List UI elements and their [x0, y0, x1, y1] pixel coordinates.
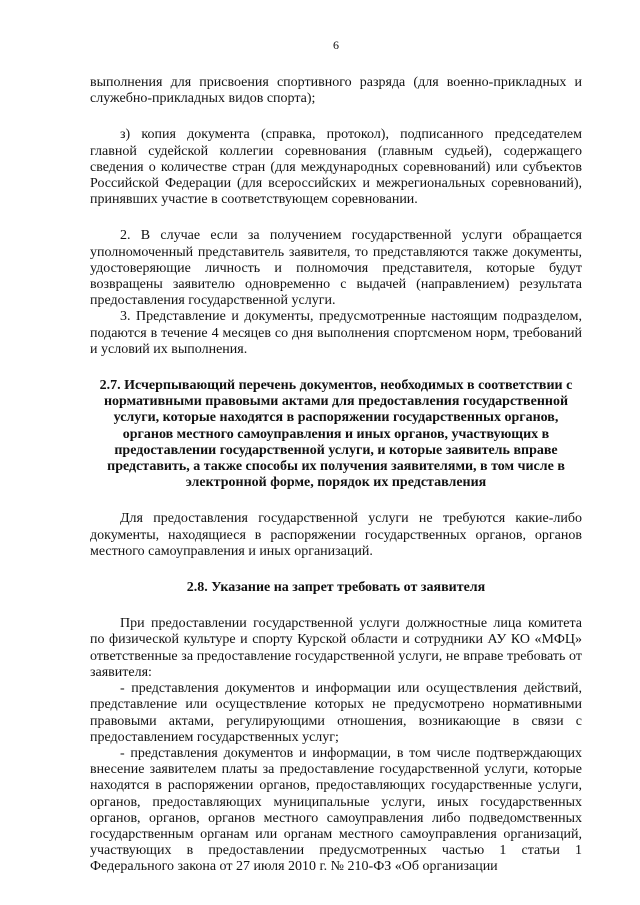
section-2-8-item-2: - представления документов и информации, в том числе подтверждающих внесение заявителем платы за предоставление государственной услуги, которые находятся в распоряжении органов, предоставляющих государственные услуги, органов, предоставляющих муниципальные услуги, иных государственных органов, органов, органов местного самоуправления либо подведомственных государственным органам или органам местного самоуправления организаций, участвующих в предоставлении предусмотренных частью 1 статьи 1 Федерального закона от 27 июля 2010 г. № 210-ФЗ «Об организации — [90, 745, 582, 875]
section-2-8-title: 2.8. Указание на запрет требовать от заявителя — [186, 580, 486, 596]
section-2-8-item-1: - представления документов и информации или осуществления действий, представление или осуществление которых не предусмотрено нормативными правовыми актами, регулирующими отношения, возникающие в связи с предоставлением государственных услуг; — [90, 681, 582, 745]
section-2-8 — [90, 580, 582, 875]
section-2-8-intro: При предоставлении государственной услуги должностные лица комитета по физической культуре и спорту Курской области и сотрудники АУ КО «МФЦ» ответственные за предоставление государственной услуги, не вправе требовать от заявителя: — [90, 616, 582, 680]
paragraph-3: 3. Представление и документы, предусмотренные настоящим подразделом, подаются в течение 4 месяцев со дня выполнения спортсменом норм, требований и условий их выполнения. — [90, 309, 582, 357]
paragraph-continuation: выполнения для присвоения спортивного разряда (для военно-прикладных и служебно-прикладных видов спорта); — [90, 75, 582, 107]
section-2-7 — [90, 378, 582, 560]
paragraph-2: 2. В случае если за получением государственной услуги обращается уполномоченный представитель заявителя, то представляются также документы, удостоверяющие личность и полномочия представителя, которые будут возвращены заявителю одновременно с выдачей (направлением) результата предоставления государственной услуги. — [90, 228, 582, 309]
paragraph-item-z: з) копия документа (справка, протокол), подписанного председателем главной судейской коллегии соревнования (главным судьей), содержащего сведения о количестве стран (для международных соревнований) или субъектов Российской Федерации (для всероссийских и межрегиональных соревнований), принявших участие в соответствующем соревновании. — [90, 127, 582, 208]
page-number: 6 — [333, 38, 339, 52]
section-2-7-title: 2.7. Исчерпывающий перечень документов, необходимых в соответствии с нормативными правовыми актами для предоставления государственной услуги, которые находятся в распоряжении государственных органов, органов местного самоуправления и иных органов, участвующих в предоставлении государственной услуги, и которые заявитель вправе представить, а также способы их получения заявителями, в том числе в электронной форме, порядок их представления — [99, 378, 573, 491]
section-2-7-body: Для предоставления государственной услуги не требуются какие-либо документы, находящиеся в распоряжении государственных органов, органов местного самоуправления и иных организаций. — [90, 511, 582, 559]
